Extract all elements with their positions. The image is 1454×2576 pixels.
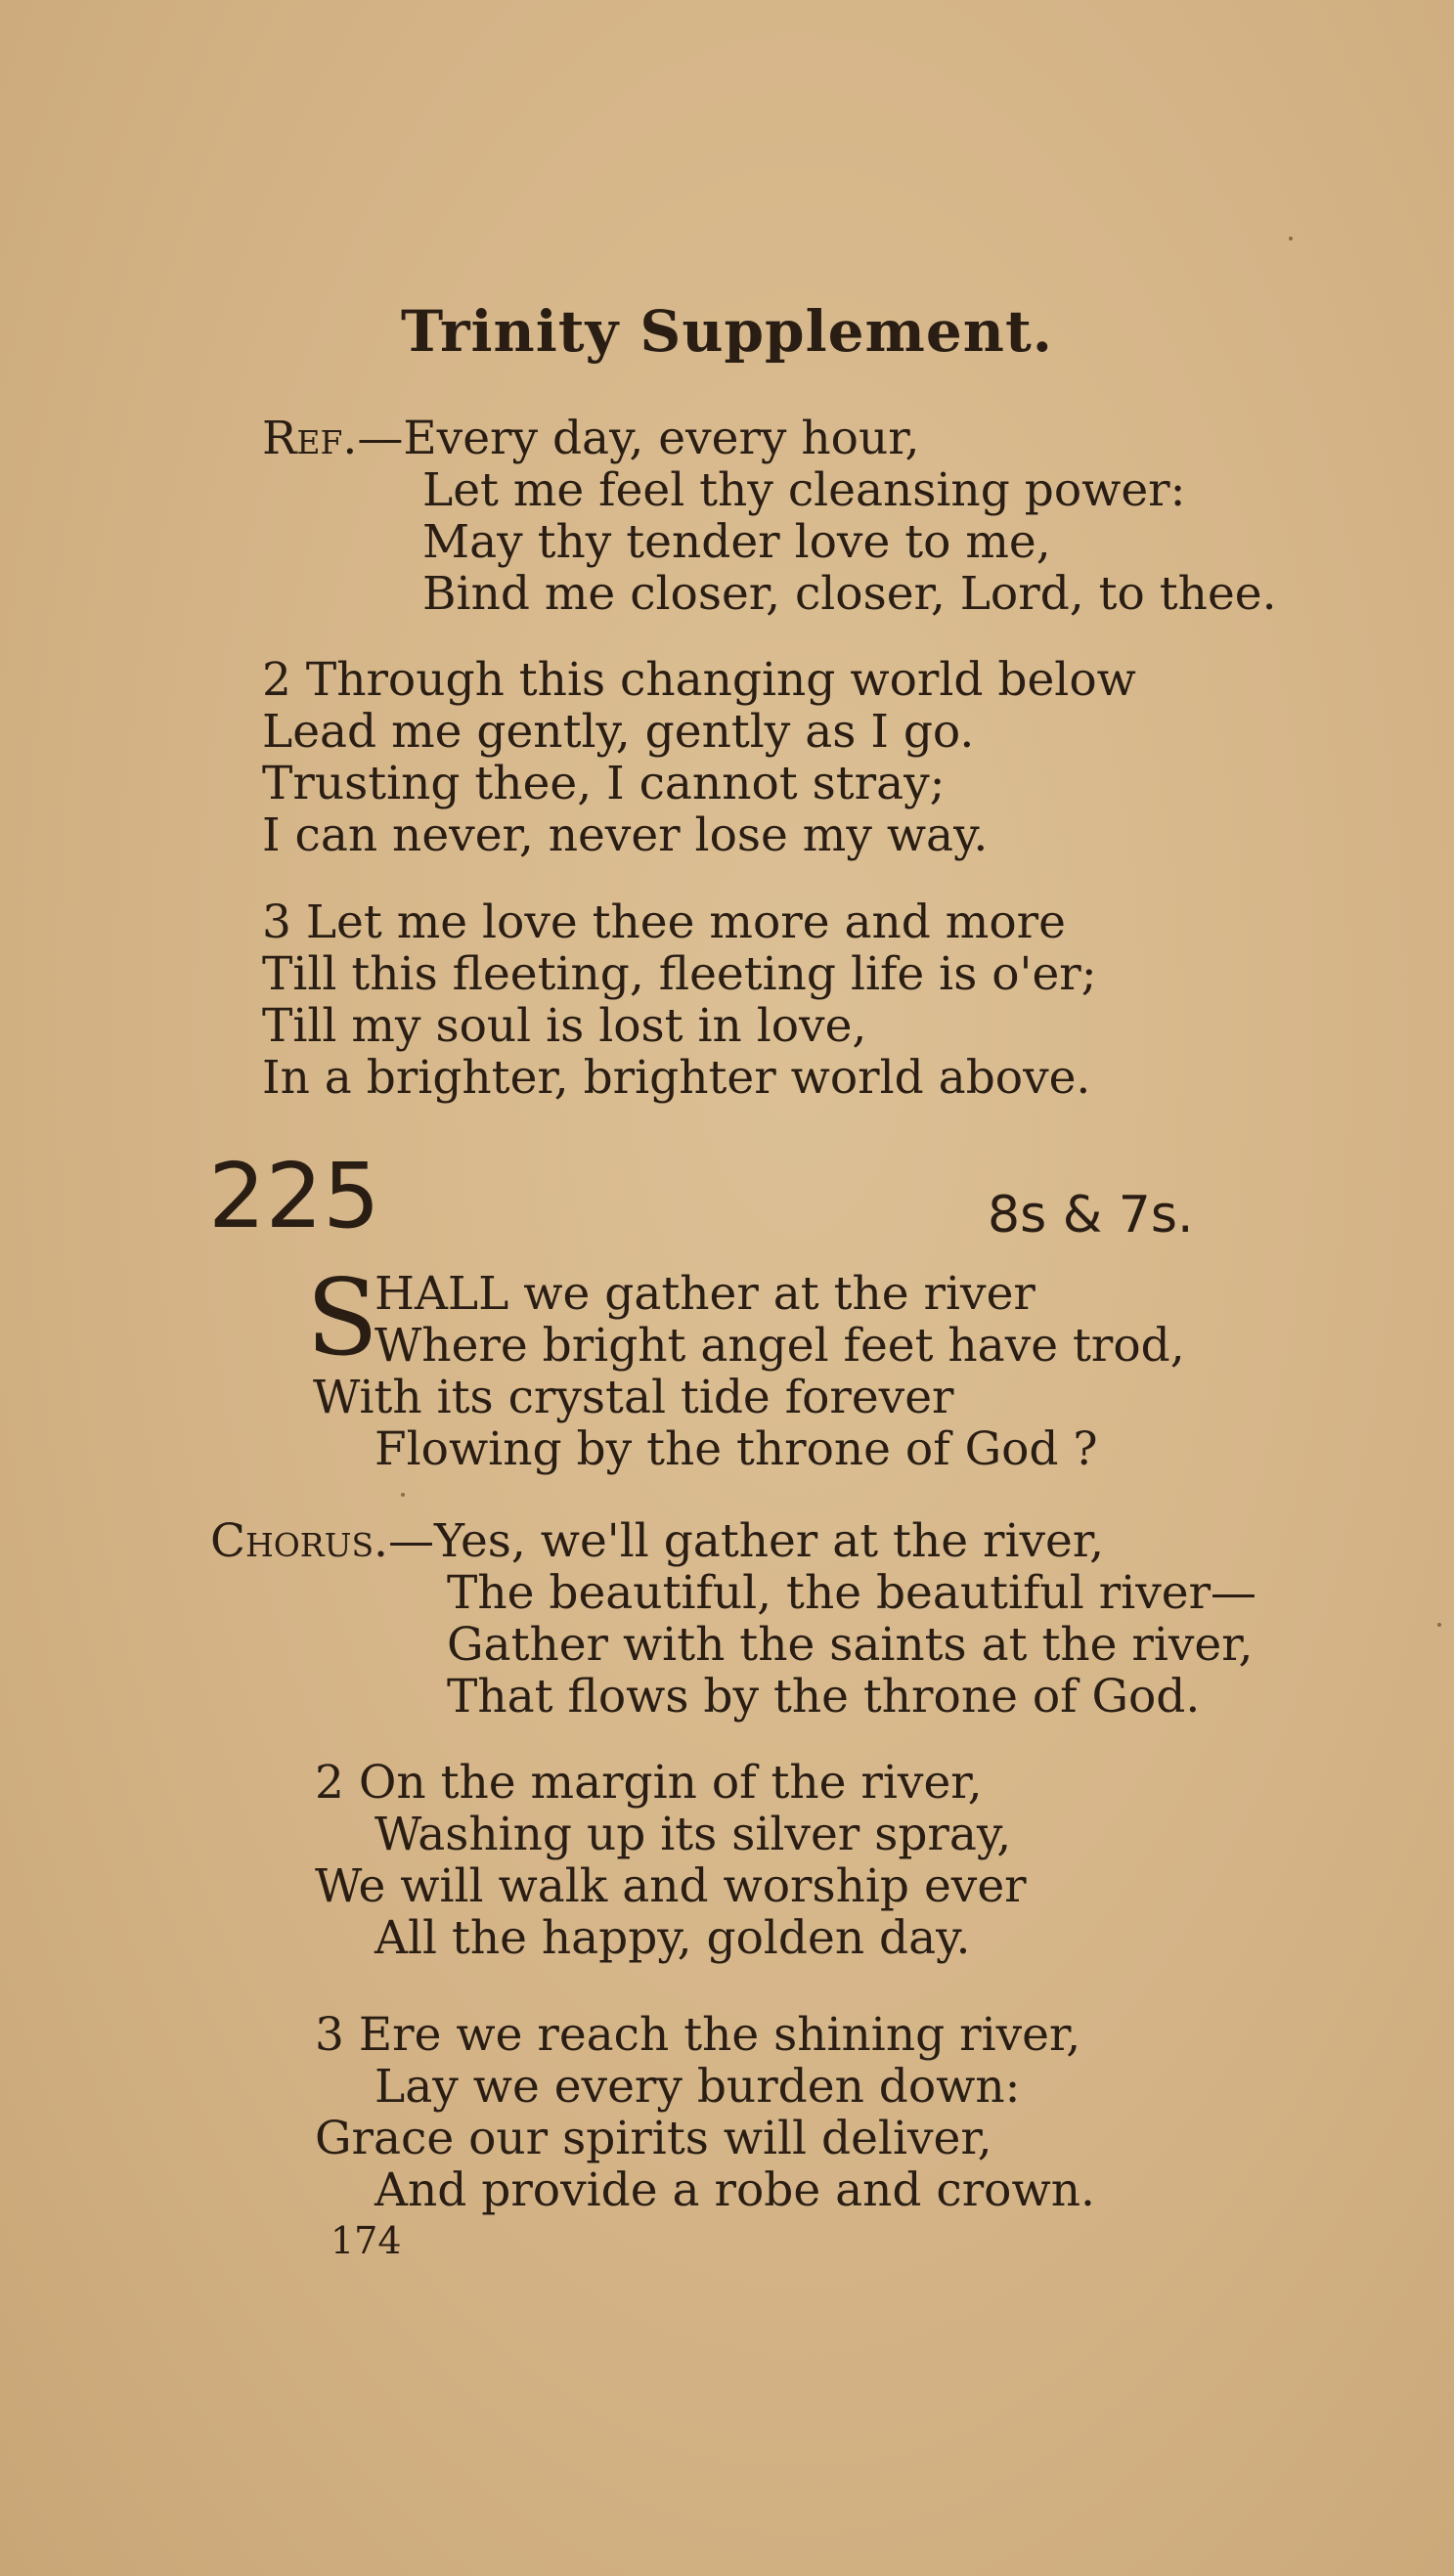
verse-line: 2 Through this changing world below <box>262 653 1136 707</box>
verse-line: In a brighter, brighter world above. <box>262 1051 1091 1105</box>
chorus-line: Gather with the saints at the river, <box>447 1618 1254 1672</box>
refrain-line: Bind me closer, closer, Lord, to thee. <box>422 567 1277 621</box>
paper-speck <box>401 1493 405 1497</box>
page-title: Trinity Supplement. <box>401 298 1053 365</box>
paper-speck <box>1289 237 1293 240</box>
verse-line: We will walk and worship ever <box>315 1859 1027 1913</box>
verse-line: Washing up its silver spray, <box>375 1808 1012 1861</box>
refrain-line: Ref.—Every day, every hour, <box>262 412 920 465</box>
verse-line: With its crystal tide forever <box>313 1371 954 1424</box>
verse-line: All the happy, golden day. <box>375 1911 971 1965</box>
verse-line: Grace our spirits will deliver, <box>315 2112 992 2165</box>
refrain-label: Ref. <box>262 412 358 465</box>
verse-line: Trusting thee, I cannot stray; <box>262 757 946 810</box>
hymn-number: 225 <box>208 1144 380 1248</box>
refrain-line: Let me feel thy cleansing power: <box>422 463 1186 517</box>
paper-speck <box>1437 1623 1441 1627</box>
verse-line: Till this fleeting, fleeting life is o'er; <box>262 947 1097 1001</box>
verse-line: Where bright angel feet have trod, <box>375 1319 1185 1373</box>
chorus-line: The beautiful, the beautiful river— <box>447 1566 1257 1620</box>
verse-line: Lead me gently, gently as I go. <box>262 705 975 759</box>
hymn-meter: 8s & 7s. <box>988 1186 1194 1244</box>
chorus-line: Chorus.—Yes, we'll gather at the river, <box>210 1514 1105 1568</box>
verse-line: 2 On the margin of the river, <box>315 1756 983 1810</box>
verse-line: 3 Ere we reach the shining river, <box>315 2008 1081 2062</box>
refrain-line: May thy tender love to me, <box>422 515 1051 569</box>
verse-line: And provide a robe and crown. <box>375 2163 1095 2217</box>
page-number: 174 <box>330 2219 402 2262</box>
verse-line: Till my soul is lost in love, <box>262 999 867 1053</box>
verse-line: Flowing by the throne of God ? <box>375 1422 1098 1476</box>
chorus-line: That flows by the throne of God. <box>447 1670 1201 1724</box>
verse-line: I can never, never lose my way. <box>262 808 989 862</box>
verse-line: 3 Let me love thee more and more <box>262 895 1066 949</box>
verse-line: HALL we gather at the river <box>375 1267 1035 1321</box>
verse-line: Lay we every burden down: <box>375 2060 1021 2114</box>
drop-cap: S <box>306 1257 378 1379</box>
chorus-label: Chorus. <box>210 1514 388 1568</box>
